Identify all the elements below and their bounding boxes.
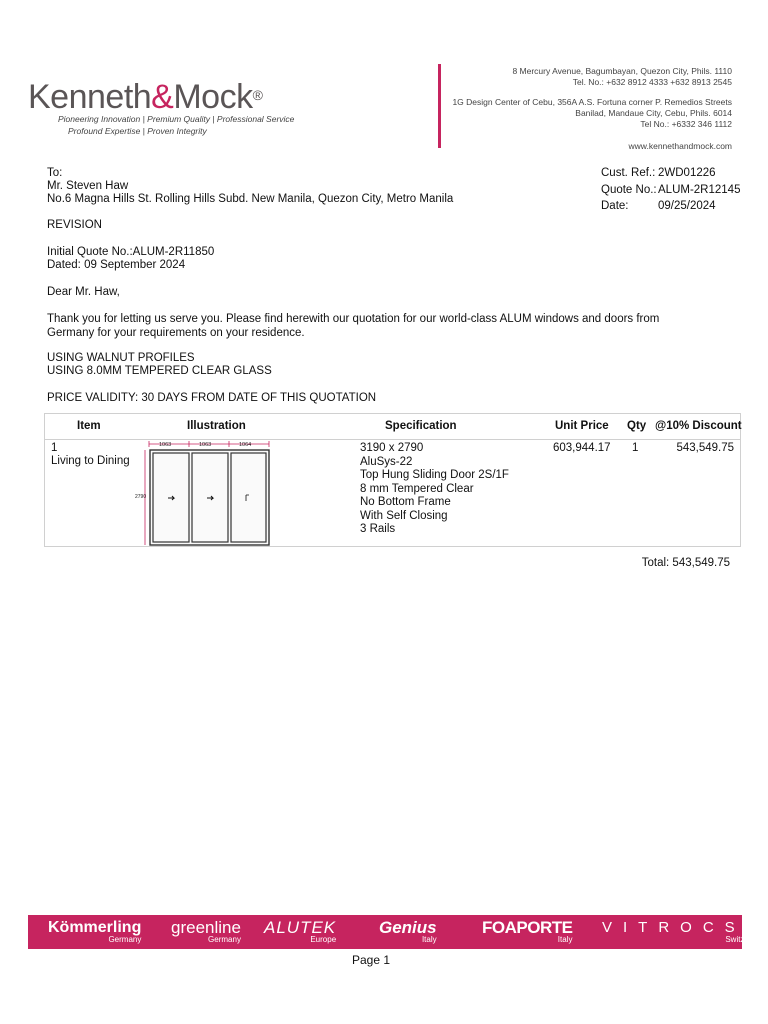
header-unit-price: Unit Price	[555, 420, 609, 432]
header-discount: @10% Discount	[655, 420, 742, 432]
note-profiles: USING WALNUT PROFILES	[47, 352, 195, 364]
brand-kommerling: Kömmerling Germany	[48, 919, 142, 944]
to-label: To:	[47, 167, 63, 179]
spec-list	[360, 442, 509, 537]
spec-line: With Self Closing	[360, 509, 448, 522]
letter-body: Thank you for letting us serve you. Please find herewith our quotation for our world-class ALUM windows and doors from Germany for your requirements on your residence.	[47, 313, 660, 339]
unit-price: 603,944.17	[553, 442, 611, 454]
dim-width-2: 1063	[199, 442, 212, 448]
brand-alutek: ALUTEK Europe	[264, 918, 337, 944]
spec-line: No Bottom Frame	[360, 496, 451, 508]
spec-line: AluSys-22	[360, 455, 413, 468]
quantity: 1	[632, 442, 639, 454]
recipient-address: No.6 Magna Hills St. Rolling Hills Subd. New Manila, Quezon City, Metro Manila	[47, 193, 454, 205]
greeting: Dear Mr. Haw,	[47, 286, 120, 298]
header-qty: Qty	[627, 420, 647, 432]
address-cebu: 1G Design Center of Cebu, 356A A.S. Fortuna corner P. Remedios Streets Banilad, Mandaue City, Cebu, Phils. 6014 Tel No.: +6332 346 1112	[452, 97, 732, 129]
quote-no-label: Quote No.:	[601, 183, 657, 196]
date-value: 09/25/2024	[658, 200, 716, 212]
door-illustration	[135, 440, 271, 548]
sliding-door-drawing	[135, 440, 271, 548]
brand-genius: Genius Italy	[379, 918, 437, 944]
note-glass: USING 8.0MM TEMPERED CLEAR GLASS	[47, 365, 272, 377]
dim-width-3: 1064	[239, 442, 252, 448]
logo-tagline-2: Profound Expertise | Proven Integrity	[68, 126, 207, 136]
item-number: 1	[51, 442, 58, 454]
cust-ref-value: 2WD01226	[658, 167, 716, 179]
price-validity: PRICE VALIDITY: 30 DAYS FROM DATE OF THIS QUOTATION	[47, 392, 377, 404]
initial-quote-date: Dated: 09 September 2024	[47, 259, 186, 271]
quotation-table	[44, 413, 741, 547]
date-label: Date:	[601, 200, 629, 212]
initial-quote: Initial Quote No.:ALUM-2R11850	[47, 246, 215, 258]
logo-tagline-1: Pioneering Innovation | Premium Quality | Professional Service	[58, 114, 295, 124]
page-number: Page 1	[352, 953, 391, 967]
quote-no-value: ALUM-2R12145	[658, 183, 741, 196]
header-illustration: Illustration	[187, 420, 246, 432]
quote-meta	[601, 167, 740, 217]
spec-line: Top Hung Sliding Door 2S/1F	[360, 469, 509, 481]
header-item: Item	[77, 420, 101, 432]
brand-greenline: greenline Germany	[171, 918, 241, 944]
website-link[interactable]: www.kennethandmock.com	[628, 141, 732, 151]
header-divider	[438, 64, 441, 148]
logo-wordmark: Kenneth&Mock®	[28, 78, 263, 116]
spec-line: 3 Rails	[360, 523, 396, 535]
item-location: Living to Dining	[51, 455, 130, 467]
grand-total: Total: 543,549.75	[641, 557, 730, 569]
brand-foaporte: FOAPORTE Italy	[482, 918, 573, 944]
cust-ref-label: Cust. Ref.:	[601, 167, 656, 179]
address-manila: 8 Mercury Avenue, Bagumbayan, Quezon City, Phils. 1110 Tel. No.: +632 8912 4333 +632 8913 2545	[512, 66, 732, 87]
spec-line: 8 mm Tempered Clear	[360, 482, 474, 495]
discounted-price: 543,549.75	[676, 442, 734, 454]
brand-vitrocsa: VITROCSA Switzerland	[602, 919, 767, 944]
brand-bar	[28, 915, 767, 949]
dim-height: 2790	[135, 494, 147, 500]
spec-line: 3190 x 2790	[360, 442, 424, 454]
company-logo	[28, 66, 295, 146]
header-specification: Specification	[385, 420, 457, 432]
revision-title: REVISION	[47, 219, 102, 231]
table-header	[45, 414, 740, 440]
recipient-name: Mr. Steven Haw	[47, 180, 129, 192]
dim-width-1: 1063	[159, 442, 172, 448]
